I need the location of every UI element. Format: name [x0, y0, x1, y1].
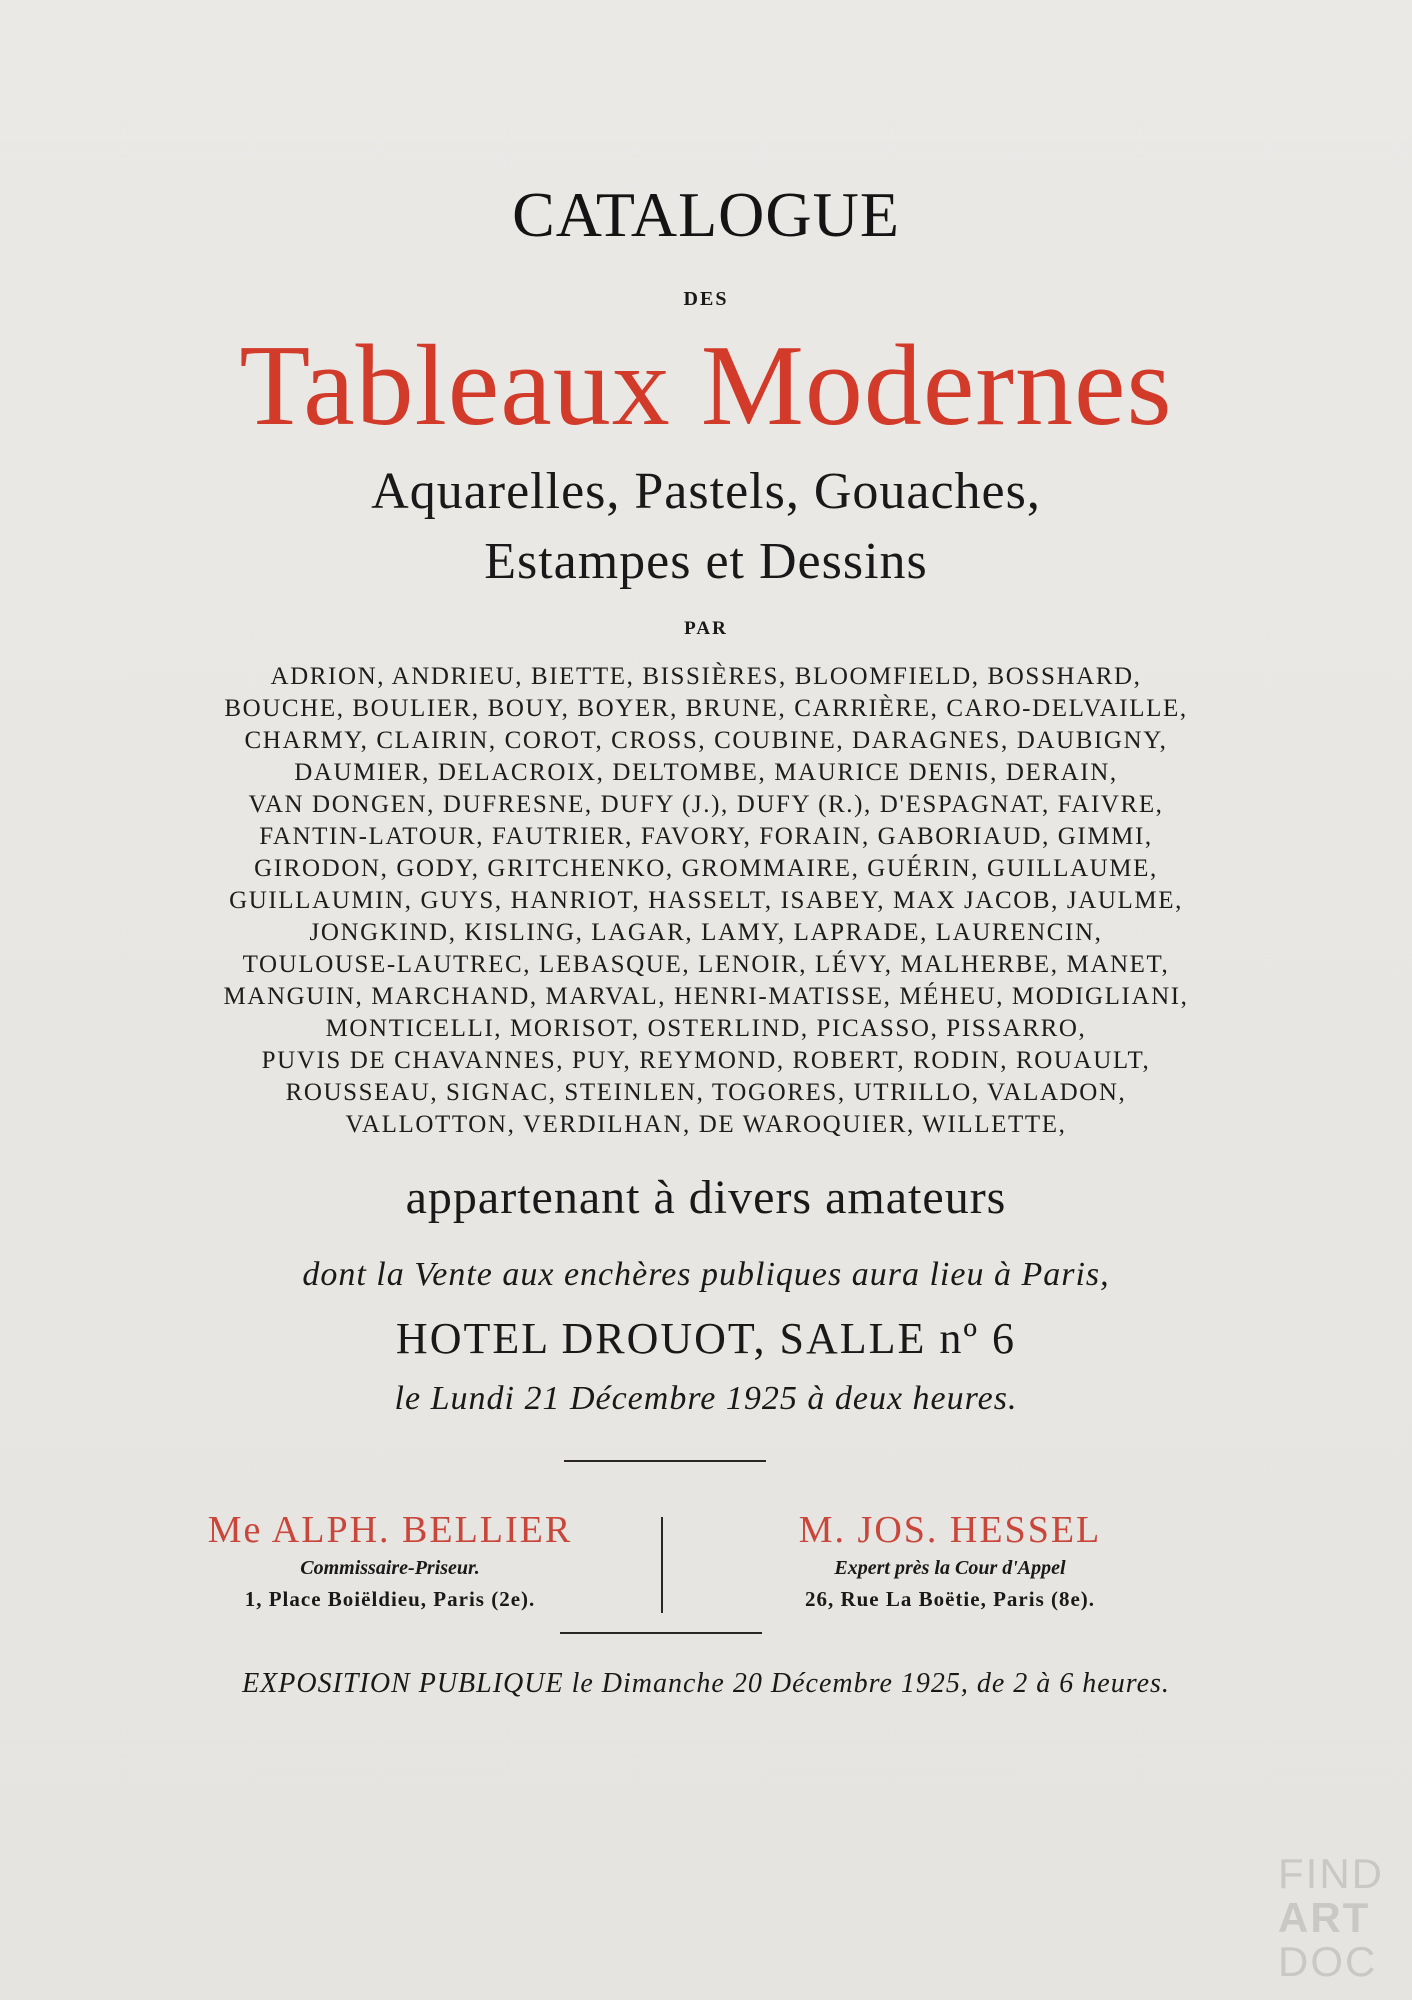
artist-line: TOULOUSE-LAUTREC, LEBASQUE, LENOIR, LÉVY, MALHERBE, MANET,: [242, 951, 1170, 978]
artist-line: DAUMIER, DELACROIX, DELTOMBE, MAURICE DENIS, DERAIN,: [294, 759, 1118, 786]
artist-line: VAN DONGEN, DUFRESNE, DUFY (J.), DUFY (R.), D'ESPAGNAT, FAIVRE,: [248, 791, 1164, 818]
column-divider: [661, 1517, 663, 1613]
subtitle-line-2: Estampes et Dessins: [484, 533, 928, 590]
artist-line: MONTICELLI, MORISOT, OSTERLIND, PICASSO, PISSARRO,: [325, 1015, 1087, 1042]
expert-address: 26, Rue La Boëtie, Paris (8e).: [804, 1587, 1096, 1611]
watermark-word: FIND: [1278, 1850, 1384, 1897]
expert-role: Expert près la Cour d'Appel: [834, 1557, 1066, 1579]
venue-line: HOTEL DROUOT, SALLE nº 6: [395, 1314, 1017, 1363]
sale-date: le Lundi 21 Décembre 1925 à deux heures.: [394, 1380, 1018, 1417]
auctioneer-name: Me ALPH. BELLIER: [207, 1509, 573, 1551]
subtitle-line-1: Aquarelles, Pastels, Gouaches,: [371, 463, 1041, 520]
watermark-word: ART: [1278, 1894, 1371, 1941]
expert-name: M. JOS. HESSEL: [798, 1509, 1102, 1551]
auctioneer-role: Commissaire-Priseur.: [300, 1557, 480, 1579]
artist-line: VALLOTTON, VERDILHAN, DE WAROQUIER, WILLETTE,: [345, 1111, 1067, 1138]
artist-line: GIRODON, GODY, GRITCHENKO, GROMMAIRE, GUÉRIN, GUILLAUME,: [254, 855, 1158, 882]
ownership-line: appartenant à divers amateurs: [405, 1171, 1007, 1224]
par-label: PAR: [684, 618, 728, 639]
watermark-logo: [1278, 1852, 1408, 1984]
auctioneer-address: 1, Place Boiëldieu, Paris (2e).: [244, 1587, 536, 1611]
divider-top: [564, 1460, 766, 1462]
des-label: DES: [683, 288, 729, 310]
main-title: Tableaux Modernes: [239, 322, 1173, 450]
artist-line: PUVIS DE CHAVANNES, PUY, REYMOND, ROBERT, RODIN, ROUAULT,: [261, 1047, 1151, 1074]
divider-bottom: [560, 1632, 762, 1634]
artist-line: CHARMY, CLAIRIN, COROT, CROSS, COUBINE, DARAGNES, DAUBIGNY,: [244, 727, 1168, 754]
artist-line: MANGUIN, MARCHAND, MARVAL, HENRI-MATISSE, MÉHEU, MODIGLIANI,: [223, 983, 1189, 1010]
exhibition-line: EXPOSITION PUBLIQUE le Dimanche 20 Décembre 1925, de 2 à 6 heures.: [242, 1668, 1170, 1699]
catalogue-heading: CATALOGUE: [512, 179, 900, 250]
watermark-word: DOC: [1278, 1938, 1378, 1985]
artist-line: BOUCHE, BOULIER, BOUY, BOYER, BRUNE, CARRIÈRE, CARO-DELVAILLE,: [224, 695, 1188, 722]
artist-line: ADRION, ANDRIEU, BIETTE, BISSIÈRES, BLOOMFIELD, BOSSHARD,: [270, 663, 1142, 690]
artist-line: ROUSSEAU, SIGNAC, STEINLEN, TOGORES, UTRILLO, VALADON,: [285, 1079, 1127, 1106]
artist-line: FANTIN-LATOUR, FAUTRIER, FAVORY, FORAIN, GABORIAUD, GIMMI,: [259, 823, 1153, 850]
artist-line: JONGKIND, KISLING, LAGAR, LAMY, LAPRADE, LAURENCIN,: [309, 919, 1103, 946]
sale-description: dont la Vente aux enchères publiques aura lieu à Paris,: [302, 1256, 1110, 1293]
artist-line: GUILLAUMIN, GUYS, HANRIOT, HASSELT, ISABEY, MAX JACOB, JAULME,: [229, 887, 1183, 914]
